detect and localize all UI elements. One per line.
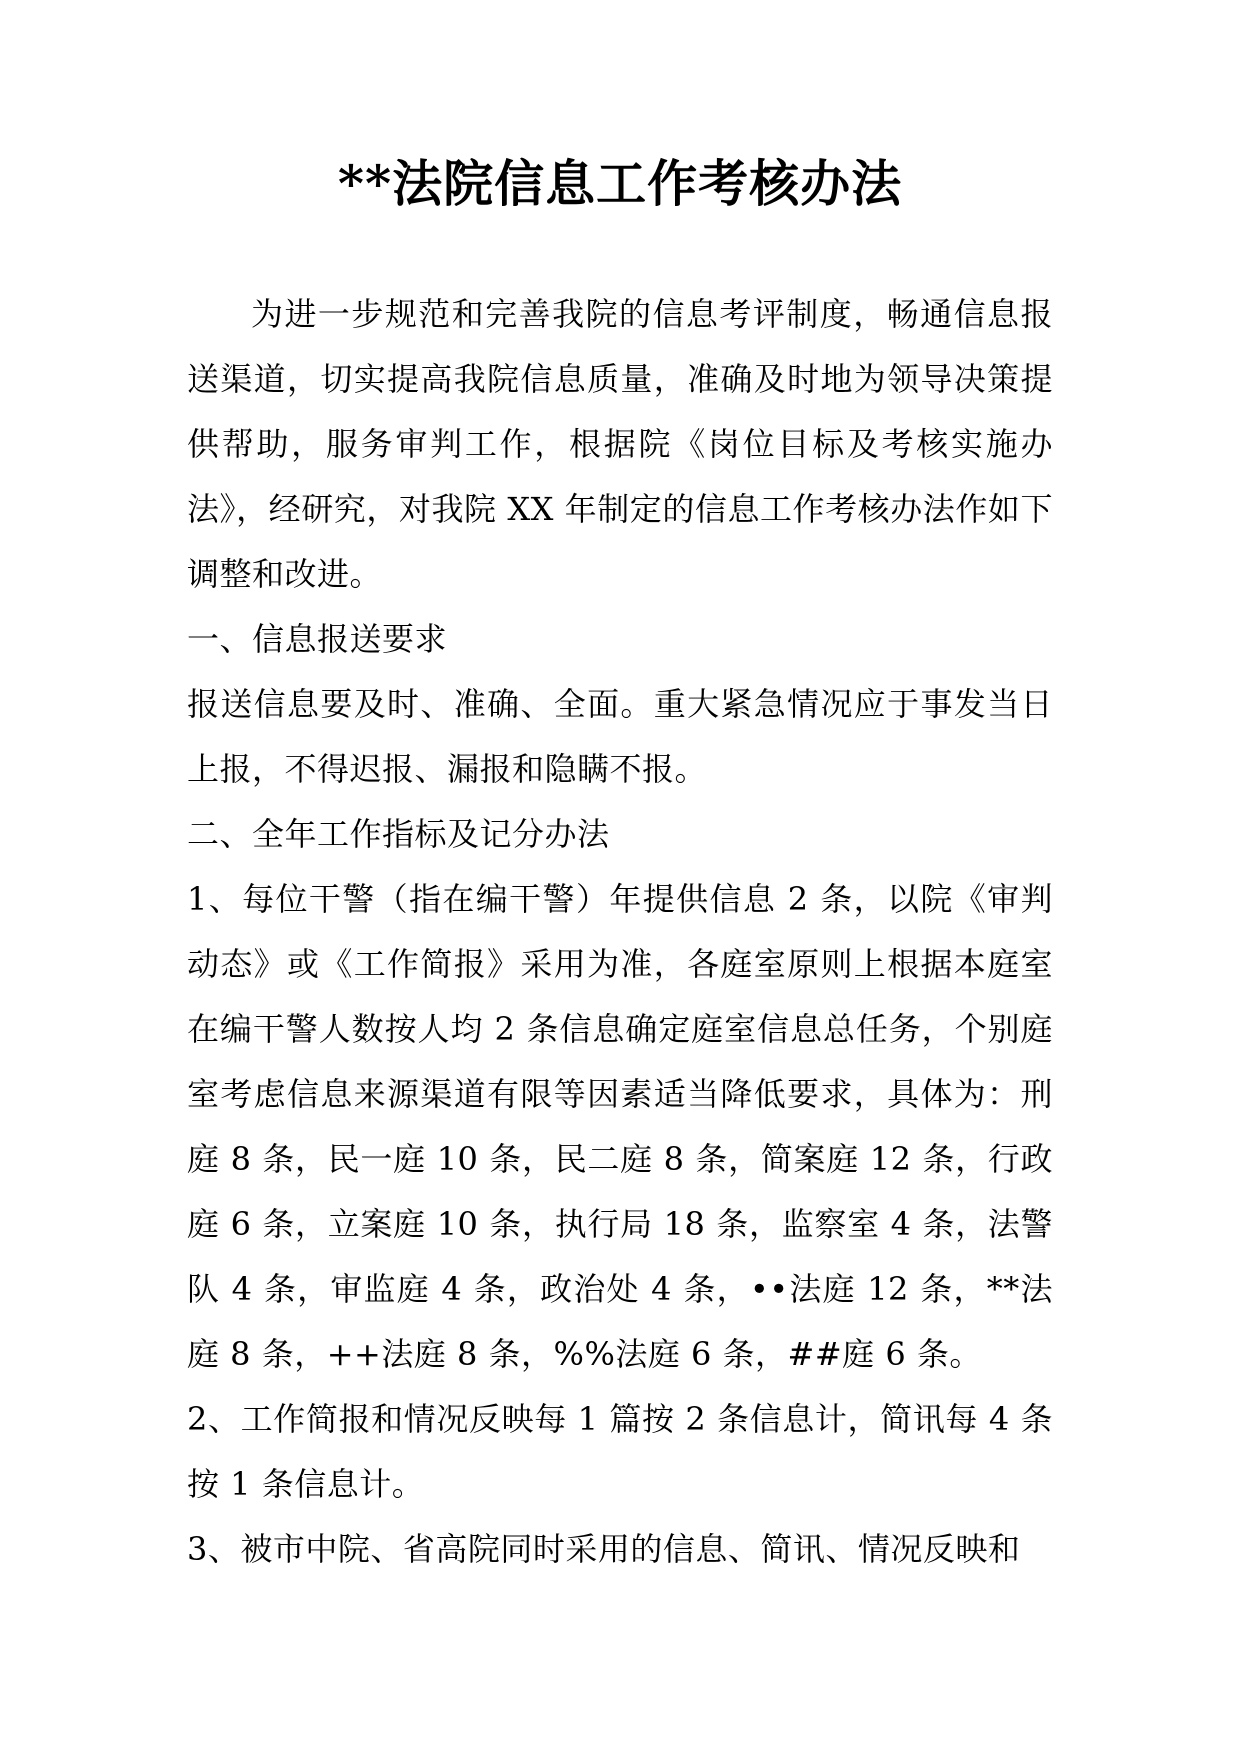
document-title: **法院信息工作考核办法 [337,154,903,213]
list-item-3: 3、被市中院、省高院同时采用的信息、简讯、情况反映和 [187,1530,1021,1568]
intro-paragraph: 为进一步规范和完善我院的信息考评制度，畅通信息报送渠道，切实提高我院信息质量，准确及时地为领导决策提供帮助，服务审判工作，根据院《岗位目标及考核实施办法》，经研究，对我院 XX 年制定的信息工作考核办法作如下调整和改进。 [187,295,1053,593]
section-heading-1: 一、信息报送要求 [187,620,448,658]
list-item-2: 2、工作简报和情况反映每 1 篇按 2 条信息计，简讯每 4 条按 1 条信息计。 [187,1400,1053,1503]
list-item-1: 1、每位干警（指在编干警）年提供信息 2 条，以院《审判动态》或《工作简报》采用为准，各庭室原则上根据本庭室在编干警人数按人均 2 条信息确定庭室信息总任务，个别庭室考虑信息来源渠道有限等因素适当降低要求，具体为：刑庭 8 条，民一庭 10 条，民二庭 8 条，简案庭 12 条，行政庭 6 条，立案庭 10 条，执行局 18 条，监察室 4 条，法警队 4 条，审监庭 4 条，政治处 4 条，••法庭 12 条，**法庭 8 条，++法庭 8 条，%%法庭 6 条，##庭 6 条。 [187,880,1053,1373]
section-1-paragraph: 报送信息要及时、准确、全面。重大紧急情况应于事发当日上报，不得迟报、漏报和隐瞒不报。 [187,685,1053,788]
document-body [187,282,1053,1582]
section-heading-2: 二、全年工作指标及记分办法 [187,815,610,853]
